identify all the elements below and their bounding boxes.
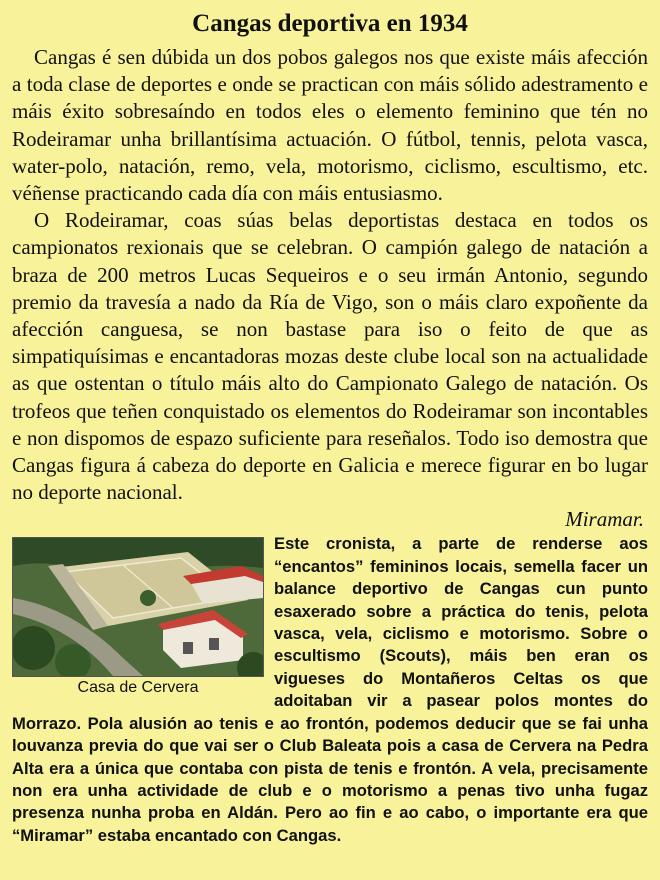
article-title: Cangas deportiva en 1934: [192, 10, 468, 37]
article-paragraph-1: Cangas é sen dúbida un dos pobos galegos nos que existe máis afección a toda clase de deportes e onde se practican con máis sólido adestramento e máis éxito sobresaíndo en todos eles o elemento feminino que tén no Rodeiramar unha brillantísima actuación. O fútbol, tennis, pelota vasca, water-polo, natación, remo, vela, motorismo, ciclismo, escultismo, etc. véñense practicando cada día con máis entusiasmo.: [12, 45, 648, 206]
casa-de-cervera-photo: [12, 537, 264, 677]
photo-caption: Casa de Cervera: [77, 679, 199, 697]
commentary-block: [12, 533, 648, 847]
commentary-text: Este cronista, a parte de renderse aos “encantos” femininos locais, semella facer un balance deportivo de Cangas cun punto esaxerado sobre a práctica do tenis, pelota vasca, vela, ciclismo e motorismo. Sobre o escultismo (Scouts), máis ben eran os vigueses do Montañeros Celtas os que adoitaban vir a pasear polos montes do Morrazo. Pola alusión ao tenis e ao frontón, podemos deducir que se fai unha louvanza previa do que vai ser o Club Baleata pois a casa de Cervera na Pedra Alta era a única que contaba con pista de tenis e frontón. A vela, precisamente non era unha actividade de club e o motorismo a penas tivo unha fugaz presenza nunha proba en Aldán. Pero ao fin e ao cabo, o importante era que “Miramar” estaba encantado con Cangas.: [12, 534, 648, 845]
photo-figure: [12, 537, 264, 699]
article-paragraph-2: O Rodeiramar, coas súas belas deportistas destaca en todos os campionatos rexionais que se celebran. O campión galego de natación a braza de 200 metros Lucas Sequeiros e o seu irmán Antonio, segundo premio da travesía a nado da Ría de Vigo, son o máis claro expoñente da afección canguesa, se non bastase para iso o feito de que as simpatiquísimas e encantadoras mozas deste clube local son na actualidade as que ostentan o título máis alto do Campionato Galego de natación. Os trofeos que teñen conquistado os elementos do Rodeiramar son incontables e non dispomos de espazo suficiente para reseñalos. Todo iso demostra que Cangas figura á cabeza do deporte en Galicia e merece figurar en bo lugar no deporte nacional.: [12, 208, 648, 505]
article-signature: Miramar.: [565, 507, 644, 532]
article-body: [12, 44, 648, 506]
